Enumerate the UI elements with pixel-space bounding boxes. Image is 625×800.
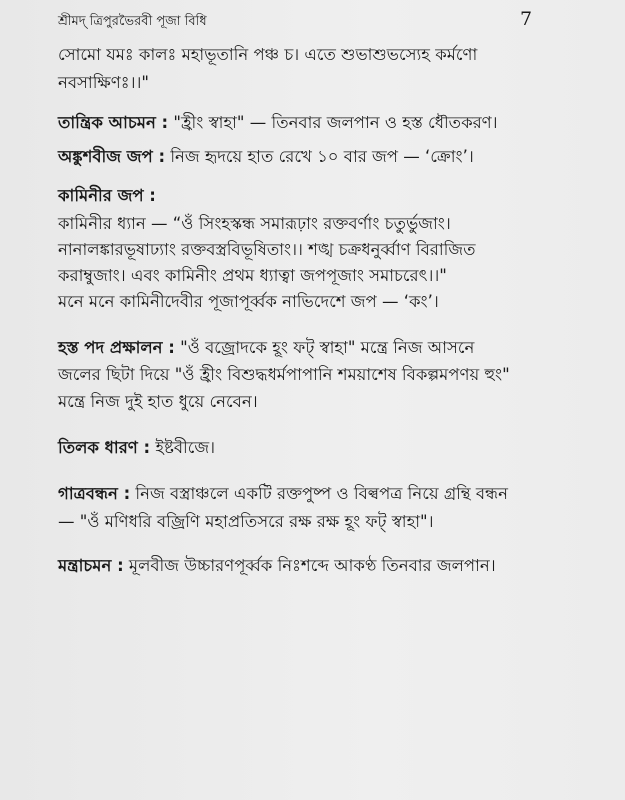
section-heading: হস্ত পদ প্রক্ষালন : (58, 338, 175, 357)
section-text: মনে মনে কামিনীদেবীর পূজাপূর্ব্বক নাভিদেশে জপ — ‘কং’। (58, 292, 439, 311)
section-text: জলের ছিটা দিয়ে "ওঁ হ্রীং বিশুদ্ধধর্মপাপানি শময়াশেষ বিকল্পমপণয় হুং" (58, 365, 510, 384)
section-gatrabandhan (58, 484, 508, 504)
section-heading: তান্ত্রিক আচমন : (58, 113, 169, 132)
section-ankushbij-jap (58, 147, 474, 167)
section-text: মন্ত্রে নিজ দুই হাত ধুয়ে নেবেন। (58, 392, 258, 411)
section-text: নানালঙ্কারভূষাঢ্যাং রক্তবস্ত্রবিভূষিতাং।। শঙ্খ চক্রধনুর্ব্বাণ বিরাজিত (58, 240, 476, 259)
page-number: 7 (520, 8, 533, 30)
section-heading: তিলক ধারণ : (58, 438, 151, 457)
section-tilak-dharan (58, 438, 215, 458)
section-text: নিজ হৃদয়ে হাত রেখে ১০ বার জপ — ‘ক্রোং’। (165, 147, 474, 166)
section-heading-text: কামিনীর জপ : (58, 186, 156, 205)
section-mantrachaman (58, 556, 496, 576)
section-heading: গাত্রবন্ধন : (58, 484, 131, 503)
section-heading: মন্ত্রাচমন : (58, 556, 124, 575)
section-text: নিজ বস্ত্রাঞ্চলে একটি রক্তপুষ্প ও বিল্বপত্র নিয়ে গ্রন্থি বন্ধন (130, 484, 508, 503)
section-heading: অঙ্কুশবীজ জপ : (58, 147, 166, 166)
section-text: ইষ্টবীজে। (150, 438, 216, 457)
section-text: "ওঁ বজ্রোদকে হূং ফট্ স্বাহা" মন্ত্রে নিজ আসনে (174, 338, 475, 357)
section-text: মূলবীজ উচ্চারণপূর্ব্বক নিঃশব্দে আকণ্ঠ তিনবার জলপান। (123, 556, 496, 575)
section-tantrik-achaman (58, 113, 498, 133)
verse-line: সোমো যমঃ কালঃ মহাভূতানি পঞ্চ চ। এতে শুভাশুভস্যেহ কর্মণো (58, 45, 478, 64)
verse-line: নবসাক্ষিণঃ।।" (58, 73, 149, 92)
section-text: কামিনীর ধ্যান — “ওঁ সিংহস্কন্ধ সমারূঢ়াং রক্তবর্ণাং চতুর্ভুজাং। (58, 214, 451, 233)
section-text: করাম্বুজাং। এবং কামিনীং প্রথম ধ্যাত্বা জপপূজাং সমাচরেৎ।।" (58, 266, 447, 285)
section-text: — "ওঁ মণিধরি বজ্রিণি মহাপ্রতিসরে রক্ষ রক্ষ হূং ফট্ স্বাহা"। (58, 512, 434, 531)
running-header: শ্রীমদ্ ত্রিপুরভৈরবী পূজা বিধি (58, 14, 207, 29)
section-heading (58, 186, 156, 206)
section-hasta-pad-prakshalan (58, 338, 474, 358)
section-text: "হ্রীং স্বাহা" — তিনবার জলপান ও হস্ত ধৌতকরণ। (168, 113, 498, 132)
